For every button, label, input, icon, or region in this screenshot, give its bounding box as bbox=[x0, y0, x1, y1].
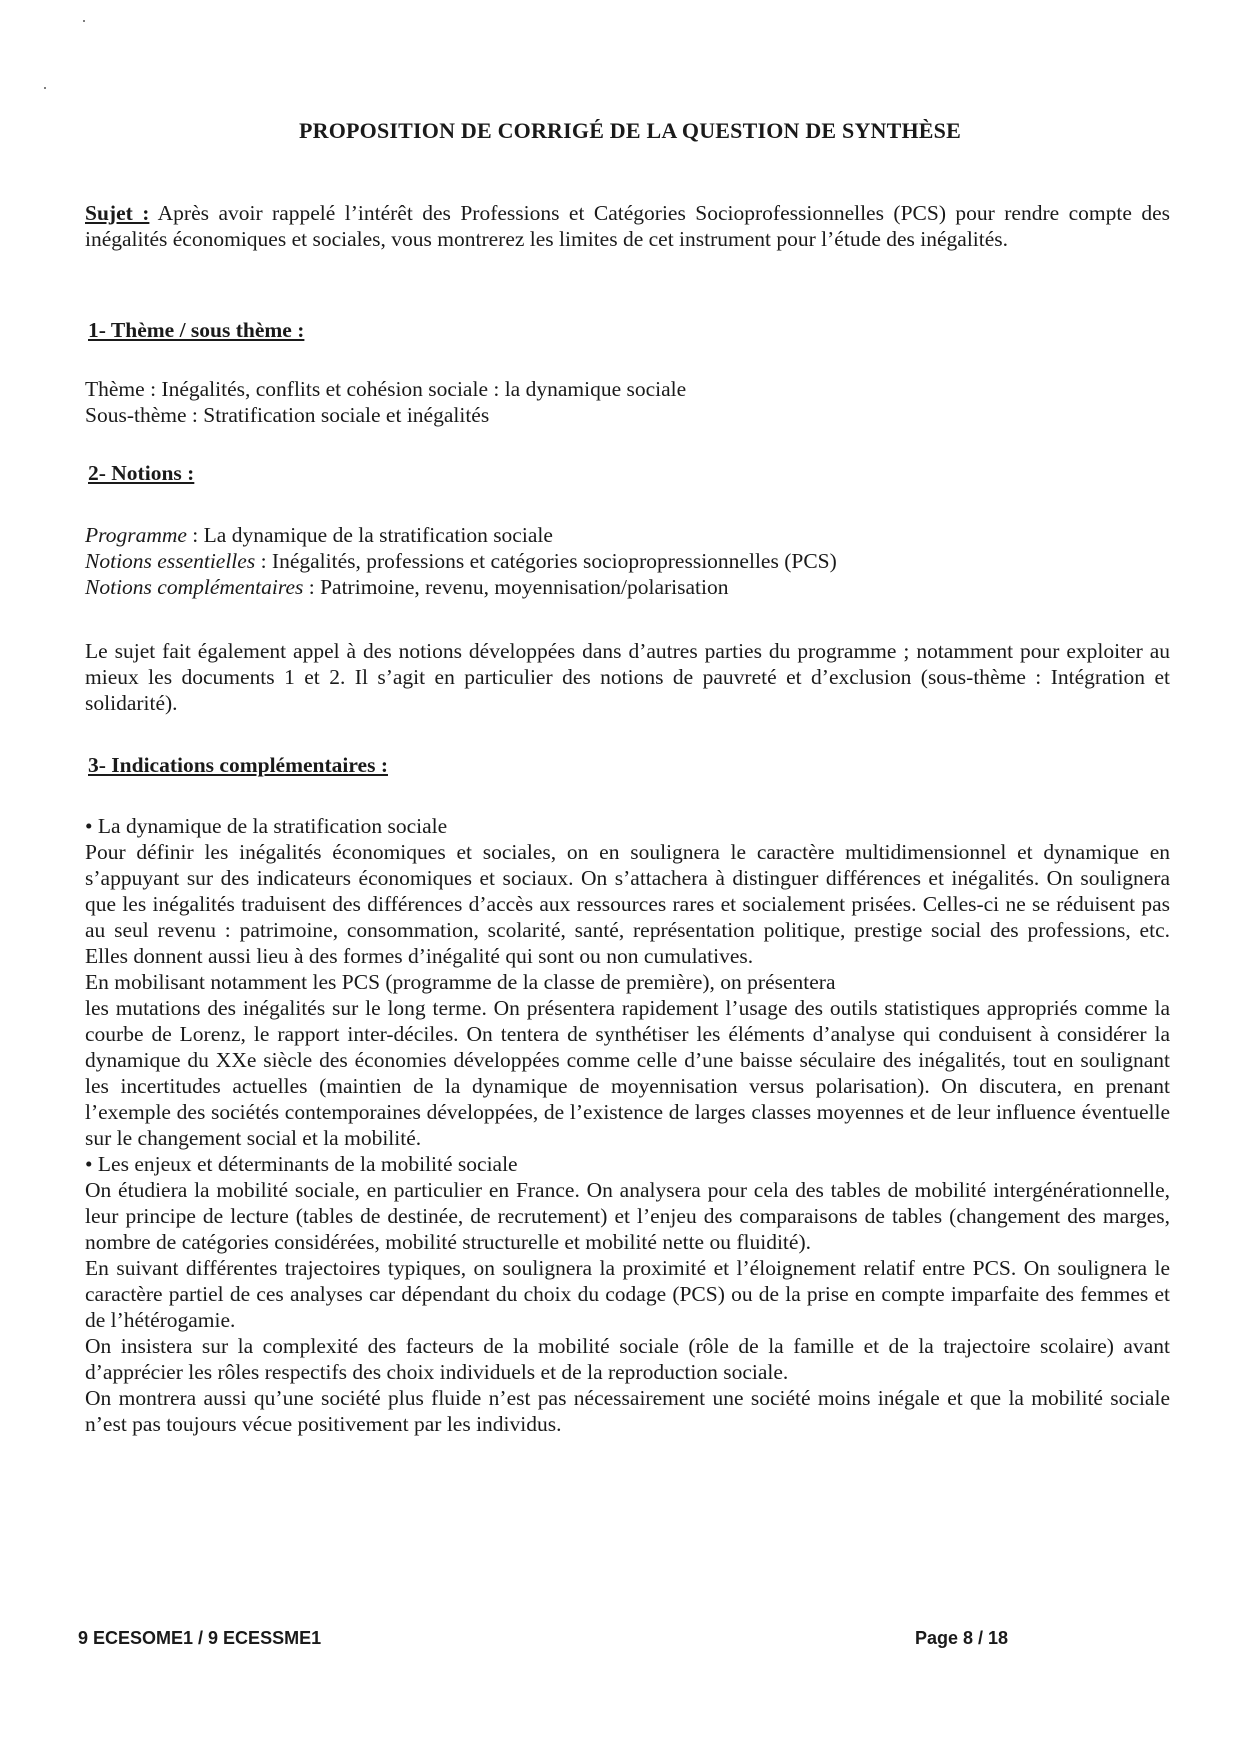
subject-paragraph bbox=[85, 200, 1170, 252]
scan-speck bbox=[44, 87, 46, 89]
paragraph-fluidite: On montrera aussi qu’une société plus fluide n’est pas nécessairement une société moins inégale et que la mobilité sociale n’est pas toujours vécue positivement par les individus. bbox=[85, 1386, 1170, 1436]
theme-line: Thème : Inégalités, conflits et cohésion sociale : la dynamique sociale bbox=[85, 377, 687, 401]
section-1-heading: 1- Thème / sous thème : bbox=[88, 318, 305, 342]
paragraph-facteurs: On insistera sur la complexité des facteurs de la mobilité sociale (rôle de la famille et de la trajectoire scolaire) avant d’apprécier les rôles respectifs des choix individuels et de la reproduction sociale. bbox=[85, 1334, 1170, 1384]
paragraph-mobilite: On étudiera la mobilité sociale, en particulier en France. On analysera pour cela des tables de mobilité intergénérationnelle, leur principe de lecture (tables de destinée, de recrutement) et l’enjeu des comparaisons de tables (changement des marges, nombre de catégories considérées, mobilité structurelle et mobilité nette ou fluidité). bbox=[85, 1178, 1170, 1254]
page-title: PROPOSITION DE CORRIGÉ DE LA QUESTION DE SYNTHÈSE bbox=[298, 118, 961, 143]
section-3-heading: 3- Indications complémentaires : bbox=[88, 753, 388, 777]
bullet-stratification: • La dynamique de la stratification sociale bbox=[85, 814, 448, 838]
paragraph-trajectoires: En suivant différentes trajectoires typiques, on soulignera la proximité et l’éloignement relatif entre PCS. On soulignera le caractère partiel de ces analyses car dépendant du choix du codage (PCS) ou de la prise en compte imparfaite des femmes et de l’hétérogamie. bbox=[85, 1256, 1170, 1332]
notion-programme bbox=[85, 522, 1170, 548]
paragraph-inegalites: Pour définir les inégalités économiques et sociales, on en soulignera le caractère multidimensionnel et dynamique en s’appuyant sur des indicateurs économiques et sociaux. On s’attachera à distinguer différences et inégalités. On soulignera que les inégalités traduisent des différences d’accès aux ressources rares et socialement prisées. Celles-ci ne se réduisent pas au seul revenu : patrimoine, consommation, scolarité, santé, représentation politique, prestige social des professions, etc. Elles donnent aussi lieu à des formes d’inégalité qui sont ou non cumulatives. bbox=[85, 840, 1170, 968]
notion-complementaires bbox=[85, 574, 1170, 600]
notion-essentielles bbox=[85, 548, 1170, 574]
section-2-heading: 2- Notions : bbox=[88, 461, 195, 485]
bullet-mobilite: • Les enjeux et déterminants de la mobilité sociale bbox=[85, 1152, 518, 1176]
scan-speck bbox=[83, 20, 85, 22]
notions-paragraph: Le sujet fait également appel à des notions développées dans d’autres parties du programme ; notamment pour exploiter au mieux les documents 1 et 2. Il s’agit en particulier des notions de pauvreté et d’exclusion (sous-thème : Intégration et solidarité). bbox=[85, 639, 1170, 715]
paragraph-mutations: les mutations des inégalités sur le long terme. On présentera rapidement l’usage des outils statistiques appropriés comme la courbe de Lorenz, le rapport inter-déciles. On tentera de synthétiser les éléments d’analyse qui conduisent à considérer la dynamique du XXe siècle des économies développées comme celle d’une baisse séculaire des inégalités, tout en soulignant les incertitudes actuelles (maintien de la dynamique de moyennisation versus polarisation). On discutera, en prenant l’exemple des sociétés contemporaines développées, de l’existence de larges classes moyennes et de leur influence éventuelle sur le changement social et la mobilité. bbox=[85, 996, 1170, 1150]
section-3-content bbox=[85, 813, 1170, 1437]
footer-exam-code: 9 ECESOME1 / 9 ECESSME1 bbox=[78, 1628, 322, 1648]
notions-list bbox=[85, 522, 1170, 600]
notion-complementaires-label: Notions complémentaires bbox=[85, 575, 304, 599]
notion-complementaires-text: : Patrimoine, revenu, moyennisation/polarisation bbox=[303, 575, 729, 599]
notion-essentielles-text: : Inégalités, professions et catégories sociopropressionnelles (PCS) bbox=[255, 549, 837, 573]
notion-essentielles-label: Notions essentielles bbox=[85, 549, 256, 573]
sous-theme-line: Sous-thème : Stratification sociale et inégalités bbox=[85, 403, 490, 427]
notion-programme-text: : La dynamique de la stratification sociale bbox=[186, 523, 553, 547]
notion-programme-label: Programme bbox=[85, 523, 187, 547]
section-1-content bbox=[85, 376, 1170, 428]
paragraph-pcs-intro: En mobilisant notamment les PCS (programme de la classe de première), on présentera bbox=[85, 970, 836, 994]
subject-label: Sujet : bbox=[85, 201, 150, 225]
subject-text: Après avoir rappelé l’intérêt des Professions et Catégories Socioprofessionnelles (PCS) pour rendre compte des inégalités économiques et sociales, vous montrerez les limites de cet instrument pour l’étude des inégalités. bbox=[85, 201, 1170, 251]
footer-page-number: Page 8 / 18 bbox=[915, 1628, 1009, 1648]
